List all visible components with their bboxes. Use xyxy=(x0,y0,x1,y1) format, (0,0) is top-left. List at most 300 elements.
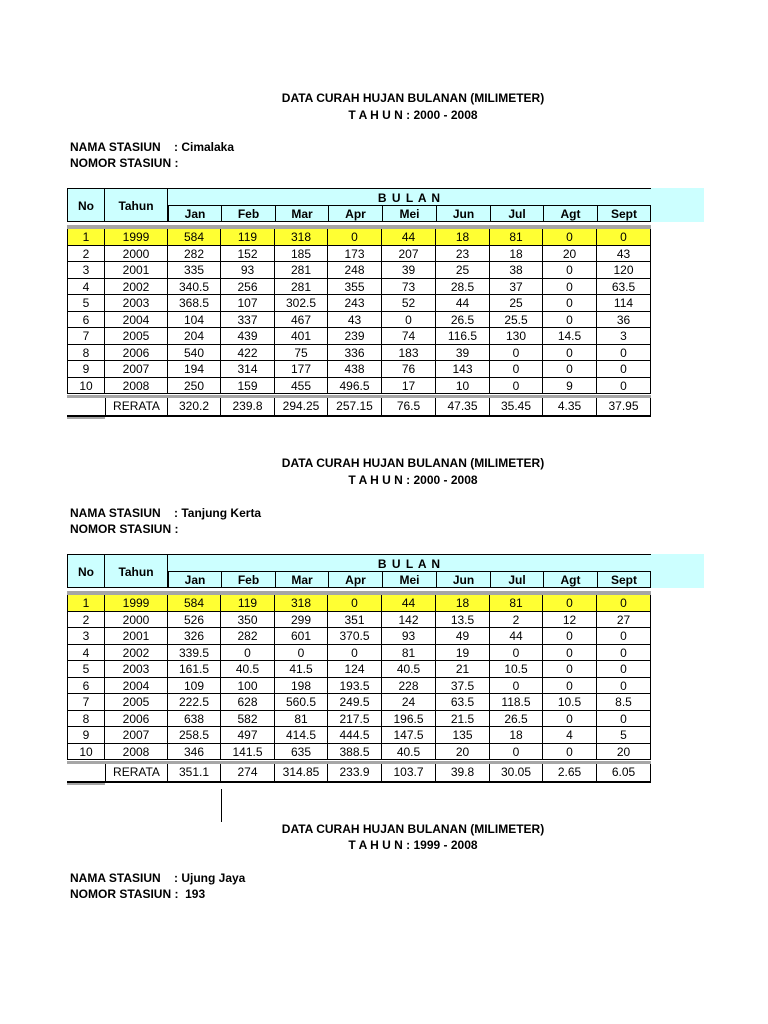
table-row xyxy=(67,628,651,645)
month-header-jun: Jun xyxy=(436,571,490,588)
rerata-jun: 39.8 xyxy=(436,764,490,781)
cell-sept: 0 xyxy=(597,378,651,395)
cell-agt: 9 xyxy=(543,378,597,395)
row-year: 2003 xyxy=(105,661,168,678)
cell-jul: 37 xyxy=(490,279,543,296)
cell-jun: 19 xyxy=(436,645,490,662)
cell-feb: 119 xyxy=(221,595,275,612)
cell-jun: 20 xyxy=(436,744,490,761)
row-number: 8 xyxy=(67,345,105,362)
row-number: 9 xyxy=(67,727,105,744)
cell-sept: 0 xyxy=(597,229,651,246)
cell-mei: 81 xyxy=(382,645,436,662)
row-year: 2004 xyxy=(105,678,168,695)
cell-jun: 44 xyxy=(436,295,490,312)
section3-title: DATA CURAH HUJAN BULANAN (MILIMETER) xyxy=(281,822,545,836)
cell-sept: 3 xyxy=(597,328,651,345)
cell-mei: 44 xyxy=(382,229,436,246)
cell-apr: 370.5 xyxy=(328,628,382,645)
row-year: 2002 xyxy=(105,645,168,662)
cell-feb: 93 xyxy=(221,262,275,279)
table-row xyxy=(67,312,651,329)
row-year: 2001 xyxy=(105,628,168,645)
row-year: 2008 xyxy=(105,378,168,395)
rerata-jan: 351.1 xyxy=(168,764,221,781)
cell-jan: 638 xyxy=(168,711,221,728)
row-year: 2005 xyxy=(105,694,168,711)
cell-feb: 107 xyxy=(221,295,275,312)
cell-mei: 17 xyxy=(382,378,436,395)
cell-sept: 43 xyxy=(597,246,651,263)
cell-agt: 0 xyxy=(543,345,597,362)
section1-year-range: T A H U N : 2000 - 2008 xyxy=(348,108,478,122)
cell-jan: 526 xyxy=(168,612,221,629)
row-year: 2007 xyxy=(105,361,168,378)
cell-mei: 39 xyxy=(382,262,436,279)
cell-jan: 340.5 xyxy=(168,279,221,296)
cell-feb: 439 xyxy=(221,328,275,345)
cell-jun: 21.5 xyxy=(436,711,490,728)
cell-mar: 41.5 xyxy=(275,661,328,678)
row-year: 2000 xyxy=(105,612,168,629)
cell-jan: 222.5 xyxy=(168,694,221,711)
section2-title: DATA CURAH HUJAN BULANAN (MILIMETER) xyxy=(281,456,545,470)
cell-mei: 24 xyxy=(382,694,436,711)
cell-mar: 281 xyxy=(275,262,328,279)
cell-agt: 0 xyxy=(543,595,597,612)
cell-feb: 422 xyxy=(221,345,275,362)
cell-mar: 318 xyxy=(275,229,328,246)
row-year: 1999 xyxy=(105,229,168,246)
cell-jun: 116.5 xyxy=(436,328,490,345)
cell-jun: 23 xyxy=(436,246,490,263)
row-year: 2006 xyxy=(105,711,168,728)
cell-agt: 0 xyxy=(543,279,597,296)
row-year: 2008 xyxy=(105,744,168,761)
section2-station-name: NAMA STASIUN : Tanjung Kerta xyxy=(70,506,262,520)
cell-agt: 12 xyxy=(543,612,597,629)
cell-jun: 39 xyxy=(436,345,490,362)
cell-jan: 258.5 xyxy=(168,727,221,744)
bulan-header: B U L A N xyxy=(168,554,651,571)
row-year: 1999 xyxy=(105,595,168,612)
cell-feb: 152 xyxy=(221,246,275,263)
month-header-mei: Mei xyxy=(382,205,436,222)
rerata-jul: 35.45 xyxy=(490,398,543,415)
rerata-label: RERATA xyxy=(105,398,168,415)
cell-mar: 467 xyxy=(275,312,328,329)
cell-apr: 0 xyxy=(328,595,382,612)
row-number: 3 xyxy=(67,628,105,645)
rerata-jun: 47.35 xyxy=(436,398,490,415)
cell-jul: 0 xyxy=(490,678,543,695)
cell-jan: 204 xyxy=(168,328,221,345)
cell-jan: 540 xyxy=(168,345,221,362)
row-number: 4 xyxy=(67,645,105,662)
cell-feb: 100 xyxy=(221,678,275,695)
rerata-jan: 320.2 xyxy=(168,398,221,415)
cell-jul: 18 xyxy=(490,246,543,263)
cell-jun: 21 xyxy=(436,661,490,678)
month-header-jan: Jan xyxy=(168,571,221,588)
rerata-row xyxy=(67,764,651,781)
table-row xyxy=(67,361,651,378)
cell-apr: 248 xyxy=(328,262,382,279)
cell-jun: 25 xyxy=(436,262,490,279)
rerata-mei: 76.5 xyxy=(382,398,436,415)
cell-mar: 560.5 xyxy=(275,694,328,711)
table-row xyxy=(67,246,651,263)
table-row xyxy=(67,727,651,744)
cell-sept: 0 xyxy=(597,645,651,662)
rerata-feb: 274 xyxy=(221,764,275,781)
cell-feb: 350 xyxy=(221,612,275,629)
cell-mar: 185 xyxy=(275,246,328,263)
cell-mei: 40.5 xyxy=(382,744,436,761)
table-row xyxy=(67,678,651,695)
cell-sept: 20 xyxy=(597,744,651,761)
cell-mar: 75 xyxy=(275,345,328,362)
row-number: 3 xyxy=(67,262,105,279)
section1-title: DATA CURAH HUJAN BULANAN (MILIMETER) xyxy=(281,91,545,105)
cell-jun: 143 xyxy=(436,361,490,378)
cell-feb: 282 xyxy=(221,628,275,645)
rerata-sept: 6.05 xyxy=(597,764,651,781)
month-header-mar: Mar xyxy=(275,571,328,588)
cell-feb: 40.5 xyxy=(221,661,275,678)
cell-sept: 0 xyxy=(597,628,651,645)
cell-agt: 0 xyxy=(543,661,597,678)
cell-apr: 438 xyxy=(328,361,382,378)
table-footer-line xyxy=(67,781,651,783)
cell-sept: 36 xyxy=(597,312,651,329)
section1-station-number: NOMOR STASIUN : xyxy=(70,156,179,170)
cell-mei: 228 xyxy=(382,678,436,695)
cell-mei: 44 xyxy=(382,595,436,612)
cell-apr: 388.5 xyxy=(328,744,382,761)
row-number: 6 xyxy=(67,312,105,329)
row-year: 2000 xyxy=(105,246,168,263)
cell-agt: 10.5 xyxy=(543,694,597,711)
cell-jun: 18 xyxy=(436,595,490,612)
cell-jul: 25.5 xyxy=(490,312,543,329)
cell-jul: 18 xyxy=(490,727,543,744)
cell-sept: 5 xyxy=(597,727,651,744)
table-row xyxy=(67,612,651,629)
cell-jan: 250 xyxy=(168,378,221,395)
cell-jul: 38 xyxy=(490,262,543,279)
table-row xyxy=(67,694,651,711)
cell-mei: 52 xyxy=(382,295,436,312)
cell-mei: 73 xyxy=(382,279,436,296)
cell-jun: 10 xyxy=(436,378,490,395)
row-number: 1 xyxy=(67,229,105,246)
cell-jul: 0 xyxy=(490,345,543,362)
section3-station-number: NOMOR STASIUN : 193 xyxy=(70,887,206,901)
cell-jan: 584 xyxy=(168,229,221,246)
cell-mar: 455 xyxy=(275,378,328,395)
cell-jun: 63.5 xyxy=(436,694,490,711)
cell-agt: 14.5 xyxy=(543,328,597,345)
header-cyan-bg xyxy=(651,554,704,588)
month-header-sept: Sept xyxy=(597,205,651,222)
cell-agt: 0 xyxy=(543,744,597,761)
cell-jan: 335 xyxy=(168,262,221,279)
cell-jan: 161.5 xyxy=(168,661,221,678)
cell-jan: 346 xyxy=(168,744,221,761)
header-cyan-bg xyxy=(651,188,704,222)
cell-jan: 104 xyxy=(168,312,221,329)
cell-jun: 49 xyxy=(436,628,490,645)
month-header-agt: Agt xyxy=(543,205,597,222)
cell-mei: 76 xyxy=(382,361,436,378)
table-row xyxy=(67,378,651,395)
cell-sept: 0 xyxy=(597,711,651,728)
cell-sept: 120 xyxy=(597,262,651,279)
cell-apr: 217.5 xyxy=(328,711,382,728)
table-row xyxy=(67,744,651,761)
cell-mei: 147.5 xyxy=(382,727,436,744)
cell-apr: 173 xyxy=(328,246,382,263)
month-header-agt: Agt xyxy=(543,571,597,588)
row-number: 5 xyxy=(67,295,105,312)
no-header: No xyxy=(67,188,105,222)
cell-jul: 2 xyxy=(490,612,543,629)
cell-jan: 194 xyxy=(168,361,221,378)
cell-apr: 0 xyxy=(328,229,382,246)
cell-apr: 336 xyxy=(328,345,382,362)
cell-jul: 130 xyxy=(490,328,543,345)
cell-sept: 27 xyxy=(597,612,651,629)
cell-agt: 0 xyxy=(543,628,597,645)
rerata-agt: 2.65 xyxy=(543,764,597,781)
cell-agt: 0 xyxy=(543,645,597,662)
row-year: 2003 xyxy=(105,295,168,312)
bulan-header: B U L A N xyxy=(168,188,651,205)
table-row xyxy=(67,645,651,662)
cell-feb: 256 xyxy=(221,279,275,296)
cell-apr: 193.5 xyxy=(328,678,382,695)
cell-mar: 177 xyxy=(275,361,328,378)
rerata-mar: 294.25 xyxy=(275,398,328,415)
cell-jun: 18 xyxy=(436,229,490,246)
cell-jan: 368.5 xyxy=(168,295,221,312)
row-year: 2002 xyxy=(105,279,168,296)
month-header-jan: Jan xyxy=(168,205,221,222)
cell-jul: 0 xyxy=(490,645,543,662)
cell-feb: 141.5 xyxy=(221,744,275,761)
month-header-apr: Apr xyxy=(328,571,382,588)
month-header-jul: Jul xyxy=(490,205,543,222)
cell-jul: 44 xyxy=(490,628,543,645)
cell-sept: 63.5 xyxy=(597,279,651,296)
cell-agt: 20 xyxy=(543,246,597,263)
row-year: 2006 xyxy=(105,345,168,362)
cell-mei: 40.5 xyxy=(382,661,436,678)
table-row xyxy=(67,661,651,678)
row-number: 10 xyxy=(67,378,105,395)
table-row xyxy=(67,595,651,612)
row-number: 2 xyxy=(67,612,105,629)
cell-agt: 0 xyxy=(543,295,597,312)
cell-apr: 496.5 xyxy=(328,378,382,395)
cell-mei: 93 xyxy=(382,628,436,645)
cell-jan: 282 xyxy=(168,246,221,263)
cell-agt: 4 xyxy=(543,727,597,744)
cell-sept: 0 xyxy=(597,345,651,362)
cell-jun: 26.5 xyxy=(436,312,490,329)
cell-sept: 114 xyxy=(597,295,651,312)
cell-apr: 124 xyxy=(328,661,382,678)
cell-jan: 326 xyxy=(168,628,221,645)
cell-mar: 635 xyxy=(275,744,328,761)
cell-mei: 0 xyxy=(382,312,436,329)
cell-agt: 0 xyxy=(543,711,597,728)
row-number: 1 xyxy=(67,595,105,612)
rerata-label: RERATA xyxy=(105,764,168,781)
cell-mar: 401 xyxy=(275,328,328,345)
month-header-mei: Mei xyxy=(382,571,436,588)
cell-mar: 318 xyxy=(275,595,328,612)
rerata-apr: 257.15 xyxy=(328,398,382,415)
cell-jul: 0 xyxy=(490,361,543,378)
row-number: 4 xyxy=(67,279,105,296)
rerata-mei: 103.7 xyxy=(382,764,436,781)
row-number: 7 xyxy=(67,328,105,345)
cell-jan: 339.5 xyxy=(168,645,221,662)
table-row xyxy=(67,279,651,296)
cell-apr: 0 xyxy=(328,645,382,662)
cell-mei: 207 xyxy=(382,246,436,263)
cell-apr: 243 xyxy=(328,295,382,312)
cell-mar: 198 xyxy=(275,678,328,695)
no-header: No xyxy=(67,554,105,588)
rerata-agt: 4.35 xyxy=(543,398,597,415)
cell-feb: 314 xyxy=(221,361,275,378)
table-row xyxy=(67,328,651,345)
row-number: 10 xyxy=(67,744,105,761)
cell-feb: 337 xyxy=(221,312,275,329)
cell-jun: 37.5 xyxy=(436,678,490,695)
month-header-feb: Feb xyxy=(221,205,275,222)
row-year: 2001 xyxy=(105,262,168,279)
cell-mei: 196.5 xyxy=(382,711,436,728)
rerata-jul: 30.05 xyxy=(490,764,543,781)
section2-station-number: NOMOR STASIUN : xyxy=(70,522,179,536)
cell-agt: 0 xyxy=(543,678,597,695)
cell-sept: 0 xyxy=(597,661,651,678)
cell-jan: 109 xyxy=(168,678,221,695)
month-header-jul: Jul xyxy=(490,571,543,588)
cell-feb: 497 xyxy=(221,727,275,744)
section1-station-name: NAMA STASIUN : Cimalaka xyxy=(70,140,235,154)
month-header-sept: Sept xyxy=(597,571,651,588)
cell-jul: 118.5 xyxy=(490,694,543,711)
row-year: 2004 xyxy=(105,312,168,329)
cell-jun: 28.5 xyxy=(436,279,490,296)
cell-apr: 43 xyxy=(328,312,382,329)
row-number: 2 xyxy=(67,246,105,263)
section3-year-range: T A H U N : 1999 - 2008 xyxy=(348,838,478,852)
table-footer-line xyxy=(67,415,651,417)
cell-agt: 0 xyxy=(543,262,597,279)
cell-mar: 0 xyxy=(275,645,328,662)
cell-feb: 628 xyxy=(221,694,275,711)
cell-jul: 25 xyxy=(490,295,543,312)
cell-jul: 81 xyxy=(490,595,543,612)
cell-apr: 351 xyxy=(328,612,382,629)
cell-jan: 584 xyxy=(168,595,221,612)
cell-jun: 135 xyxy=(436,727,490,744)
row-year: 2007 xyxy=(105,727,168,744)
section2-year-range: T A H U N : 2000 - 2008 xyxy=(348,473,478,487)
row-number: 5 xyxy=(67,661,105,678)
month-header-apr: Apr xyxy=(328,205,382,222)
cell-mar: 601 xyxy=(275,628,328,645)
cell-mar: 81 xyxy=(275,711,328,728)
table-row xyxy=(67,229,651,246)
cell-feb: 582 xyxy=(221,711,275,728)
cell-feb: 119 xyxy=(221,229,275,246)
cell-feb: 0 xyxy=(221,645,275,662)
table-row xyxy=(67,345,651,362)
cell-mei: 142 xyxy=(382,612,436,629)
cell-apr: 355 xyxy=(328,279,382,296)
row-number: 8 xyxy=(67,711,105,728)
table-row xyxy=(67,295,651,312)
table-row xyxy=(67,711,651,728)
cell-jul: 0 xyxy=(490,378,543,395)
month-header-feb: Feb xyxy=(221,571,275,588)
cell-sept: 8.5 xyxy=(597,694,651,711)
cell-feb: 159 xyxy=(221,378,275,395)
cell-mar: 414.5 xyxy=(275,727,328,744)
month-header-mar: Mar xyxy=(275,205,328,222)
cell-sept: 0 xyxy=(597,361,651,378)
row-number: 9 xyxy=(67,361,105,378)
cell-apr: 444.5 xyxy=(328,727,382,744)
cell-jun: 13.5 xyxy=(436,612,490,629)
cell-mei: 74 xyxy=(382,328,436,345)
cell-mei: 183 xyxy=(382,345,436,362)
cell-apr: 249.5 xyxy=(328,694,382,711)
cell-mar: 302.5 xyxy=(275,295,328,312)
row-year: 2005 xyxy=(105,328,168,345)
cell-jul: 81 xyxy=(490,229,543,246)
cell-jul: 0 xyxy=(490,744,543,761)
rerata-sept: 37.95 xyxy=(597,398,651,415)
cell-agt: 0 xyxy=(543,312,597,329)
table-row xyxy=(67,262,651,279)
cell-apr: 239 xyxy=(328,328,382,345)
tahun-header: Tahun xyxy=(105,554,168,588)
cell-mar: 299 xyxy=(275,612,328,629)
section3-station-name: NAMA STASIUN : Ujung Jaya xyxy=(70,871,246,885)
rerata-row xyxy=(67,398,651,415)
cell-sept: 0 xyxy=(597,678,651,695)
rerata-apr: 233.9 xyxy=(328,764,382,781)
cell-sept: 0 xyxy=(597,595,651,612)
cell-agt: 0 xyxy=(543,229,597,246)
cell-jul: 10.5 xyxy=(490,661,543,678)
tahun-header: Tahun xyxy=(105,188,168,222)
rerata-mar: 314.85 xyxy=(275,764,328,781)
row-number: 7 xyxy=(67,694,105,711)
row-number: 6 xyxy=(67,678,105,695)
rerata-feb: 239.8 xyxy=(221,398,275,415)
cell-jul: 26.5 xyxy=(490,711,543,728)
cell-mar: 281 xyxy=(275,279,328,296)
